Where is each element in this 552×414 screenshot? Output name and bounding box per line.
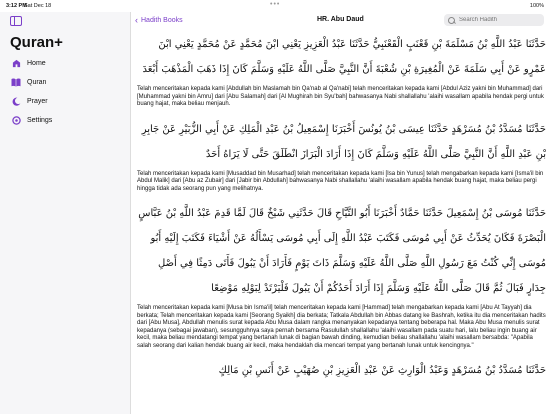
page-title: HR. Abu Daud [317, 16, 364, 23]
chevron-left-icon: ‹ [135, 15, 138, 25]
sidebar-item-quran[interactable] [6, 73, 124, 91]
search-input[interactable] [459, 17, 539, 23]
home-icon [11, 58, 21, 68]
navigation-bar [131, 12, 552, 30]
sidebar-nav [6, 54, 124, 130]
sidebar-item-prayer[interactable] [6, 92, 124, 110]
sidebar [0, 12, 131, 414]
hadith-translation: Telah menceritakan kepada kami [Musa bin Isma'il] telah menceritakan kepada kami [Hammad] telah mengabarkan kepada kami [Abu At Tayyah] dia berkata; Telah menceritakan kepada kami [Seorang Syaikh] dia berkata; Tatkala Abdullah bin Abbas datang ke Bashrah, ketika itu dia menceritakan hadits dari [Abu Musa], Abdullah menulis surat kepada Abu Musa dalam rangka menanyakan kepadanya tentang beberapa hal. Maka Abu Musa menulis surat kepadanya (sebagai jawaban), sesungguhnya saya pernah bersama Rasulullah shallallahu 'alaihi wasallam pada suatu hari, lalu beliau ingin buang air kecil, maka beliau mendatangi tempat yang bertanah lunak di bagian bawah dinding, kemudian beliau shallallahu 'alaihi wasallam bersabda: "Apabila salah seorang dari kalian hendak buang air kecil, maka hendaklah dia mencari tempat yang bertanah lunak untuk kencingnya." [137, 305, 546, 349]
back-button-label: Hadith Books [141, 17, 183, 24]
hadith-translation: Telah menceritakan kepada kami [Musaddad bin Musarhad] telah menceritakan kepada kami [Isa bin Yunus] telah mengabarkan kepada kami [Isma'il bin Abdul Malik] dari [Abu az Zubair] dari [Jabir bin Abdullah] bahwasanya Nabi shallallahu 'alaihi wasallam apabila hendak buang hajat, maka beliau pergi hingga tidak ada seorang pun yang melihatnya. [137, 170, 544, 192]
search-icon [448, 17, 455, 24]
search-bar[interactable] [444, 14, 544, 26]
status-time: 3:12 PM [6, 3, 27, 9]
sidebar-toggle-icon[interactable] [10, 16, 22, 26]
hadith-item [131, 32, 552, 109]
hadith-item [131, 201, 552, 350]
gear-icon [11, 115, 21, 125]
moon-icon [11, 96, 21, 106]
hadith-arabic: حَدَّثَنَا عَبْدُ اللَّهِ بْنُ مَسْلَمَةَ بْنِ قَعْنَبٍ الْقَعْنَبِيُّ حَدَّثَنَا عَبْدُ الْعَزِيزِ يَعْنِي ابْنَ مُحَمَّدٍ عَنْ مُحَمَّدٍ يَعْنِي ابْنَ عَمْرٍو عَنْ أَبِي سَلَمَةَ عَنْ الْمُغِيرَةِ بْنِ شُعْبَةَ أَنَّ النَّبِيَّ صَلَّى اللَّهُ عَلَيْهِ وَسَلَّمَ كَانَ إِذَا ذَهَبَ الْمَذْهَبَ أَبْعَدَ [142, 39, 546, 75]
hadith-arabic: حَدَّثَنَا مُسَدَّدُ بْنُ مُسَرْهَدٍ وَعَبْدُ الْوَارِثِ عَنْ عَبْدِ الْعَزِيزِ بْنِ صُهَيْبٍ عَنْ أَنَسِ بْنِ مَالِكٍ [218, 365, 546, 376]
hadith-item [131, 117, 552, 194]
sidebar-item-label: Home [27, 59, 46, 67]
sidebar-item-settings[interactable] [6, 111, 124, 129]
back-button[interactable] [135, 16, 183, 25]
status-bar [0, 0, 552, 12]
hadith-arabic: حَدَّثَنَا مُسَدَّدُ بْنُ مُسَرْهَدٍ حَدَّثَنَا عِيسَى بْنُ يُونُسَ أَخْبَرَنَا إِسْمَعِيلُ بْنُ عَبْدِ الْمَلِكِ عَنْ أَبِي الزُّبَيْرِ عَنْ جَابِرِ بْنِ عَبْدِ اللَّهِ أَنَّ النَّبِيَّ صَلَّى اللَّهُ عَلَيْهِ وَسَلَّمَ كَانَ إِذَا أَرَادَ الْبَرَازَ انْطَلَقَ حَتَّى لَا يَرَاهُ أَحَدٌ [141, 123, 546, 160]
app-title: Quran+ [10, 34, 63, 51]
book-icon [11, 77, 21, 87]
status-date: Sat Dec 18 [24, 3, 52, 9]
sidebar-item-home[interactable] [6, 54, 124, 72]
multitask-handle[interactable]: ••• [270, 1, 281, 8]
battery-level: 100% [529, 3, 544, 9]
hadith-translation: Telah menceritakan kepada kami [Abdullah bin Maslamah bin Qa'nab al Qa'nabi] telah menceritakan kepada kami [Abdul Aziz yakni bin Muhammad] dari [Muhammad yakni bin Amru] dari [Abu Salamah] dari [Al Mughirah bin Syu'bah] bahwasanya Nabi shallallahu 'alaihi wasallam apabila hendak pergi untuk buang hajat, maka beliau menjauh. [137, 86, 544, 107]
hadith-arabic: حَدَّثَنَا مُوسَى بْنُ إِسْمَعِيلَ حَدَّثَنَا حَمَّادٌ أَخْبَرَنَا أَبُو التَّيَّاحِ قَالَ حَدَّثَنِي شَيْخٌ قَالَ لَمَّا قَدِمَ عَبْدُ اللَّهِ بْنُ عَبَّاسٍ الْبَصْرَةَ فَكَانَ يُحَدِّثُ عَنْ أَبِي مُوسَى فَكَتَبَ عَبْدُ اللَّهِ إِلَى أَبِي مُوسَى يَسْأَلُهُ عَنْ أَشْيَاءَ فَكَتَبَ إِلَيْهِ أَبُو مُوسَى إِنِّي كُنْتُ مَعَ رَسُولِ اللَّهِ صَلَّى اللَّهُ عَلَيْهِ وَسَلَّمَ ذَاتَ يَوْمٍ فَأَرَادَ أَنْ يَبُولَ فَأَتَى دَمِثًا فِي أَصْلِ جِدَارٍ فَبَالَ ثُمَّ قَالَ صَلَّى اللَّهُ عَلَيْهِ وَسَلَّمَ إِذَا أَرَادَ أَحَدُكُمْ أَنْ يَبُولَ فَلْيَرْتَدْ لِبَوْلِهِ مَوْضِعًا [138, 208, 546, 294]
hadith-list[interactable] [131, 32, 552, 414]
hadith-item [131, 358, 552, 383]
sidebar-item-label: Settings [27, 116, 53, 124]
sidebar-item-label: Prayer [27, 97, 48, 105]
main-panel [131, 12, 552, 414]
sidebar-item-label: Quran [27, 78, 47, 86]
